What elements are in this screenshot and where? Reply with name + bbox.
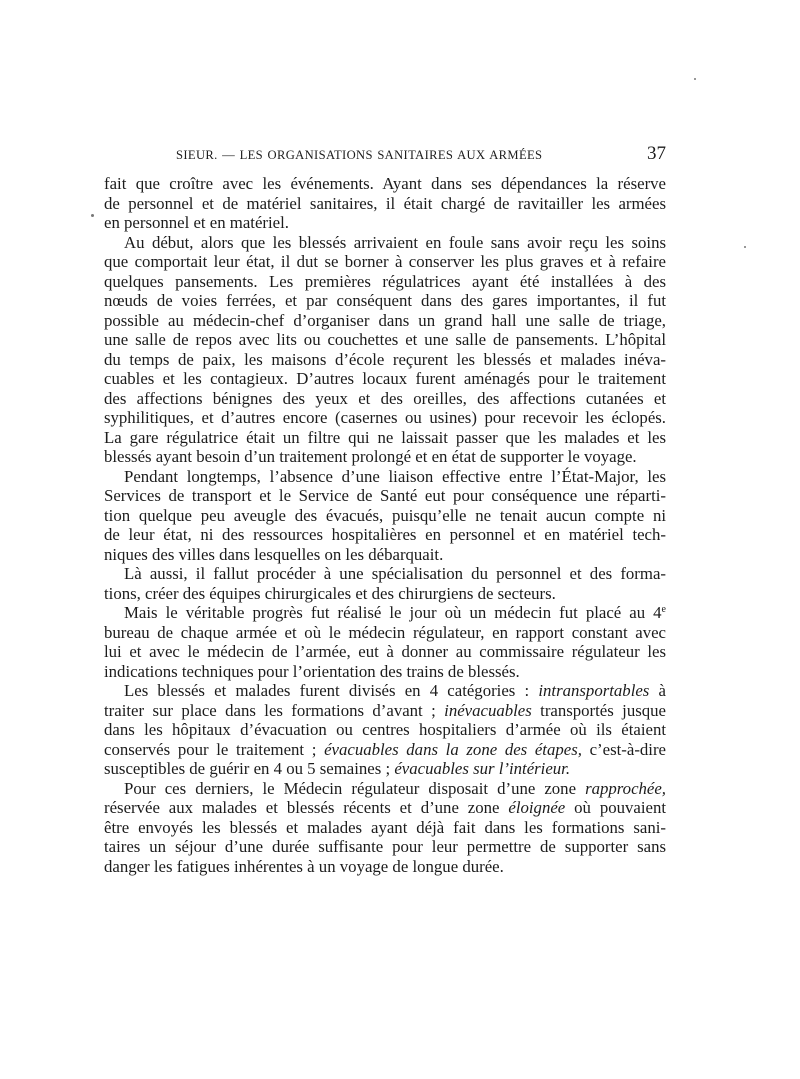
body-text [104, 174, 666, 876]
text-line [104, 681, 666, 701]
text-line: nœuds de voies ferrées, et par conséquent dans des gares importantes, il fut [104, 291, 666, 310]
text-run: où pouvaient [565, 798, 666, 817]
text-line: être envoyés les blessés et malades ayant déjà fait dans les formations sani- [104, 817, 666, 837]
print-speck [694, 78, 696, 80]
text-line: Là aussi, il fallut procéder à une spécialisation du personnel et des forma- [124, 564, 666, 583]
text-line: danger les fatigues inhérentes à un voyage de longue durée. [104, 856, 504, 876]
text-run: réservée aux malades et blessés récents et d’une zone [104, 798, 509, 817]
print-speck [91, 214, 94, 217]
text-line: taires un séjour d’une durée suffisante pour leur permettre de supporter sans [104, 837, 666, 856]
italic-term: évacuables sur l’intérieur. [394, 759, 571, 778]
text-line: du temps de paix, les maisons d’école reçurent les blessés et malades inéva- [104, 349, 666, 369]
paragraph [104, 233, 666, 467]
text-line: indications techniques pour l’orientation des trains de blessés. [104, 661, 520, 681]
text-line: en personnel et en matériel. [104, 213, 289, 232]
text-line [104, 701, 666, 721]
italic-term: intransportables [538, 681, 650, 700]
text-line: possible au médecin-chef d’organiser dans un grand hall une salle de triage, [104, 310, 666, 330]
paragraph [104, 681, 666, 779]
text-line: La gare régulatrice était un filtre qui ne laissait passer que les malades et les [104, 427, 666, 447]
text-line: une salle de repos avec lits ou couchettes et une salle de pansements. L’hôpital [104, 330, 666, 349]
italic-term: éloignée [508, 798, 566, 817]
text-run: susceptibles de guérir en 4 ou 5 semaines ; [104, 759, 395, 778]
text-run: traiter sur place dans les formations d’avant ; [104, 700, 445, 720]
text-line: Services de transport et le Service de Santé eut pour conséquence une réparti- [104, 486, 666, 505]
text-line: syphilitiques, et d’autres encore (casernes ou usines) pour recevoir les éclopés. [104, 408, 666, 427]
text-line: des affections bénignes des yeux et des oreilles, des affections cutanées et [104, 388, 666, 408]
text-line [104, 798, 666, 818]
text-line: tion quelque peu aveugle des évacués, puisqu’elle ne tenait aucun compte ni [104, 505, 666, 525]
text-line: Au début, alors que les blessés arrivaient en foule sans avoir reçu les soins [124, 232, 666, 252]
italic-term: rapprochée, [585, 778, 666, 798]
running-title: SIEUR. — LES ORGANISATIONS SANITAIRES AUX ARMÉES [176, 148, 543, 162]
paragraph [104, 564, 666, 603]
text-line: niques des villes dans lesquelles on les débarquait. [104, 544, 444, 564]
text-run: Mais le véritable progrès fut réalisé le jour où un médecin fut placé au 4 [124, 603, 662, 622]
italic-term: inévacuables [444, 700, 532, 720]
text-line [104, 759, 666, 779]
running-header [104, 143, 666, 169]
text-line [104, 779, 666, 799]
text-line [104, 740, 666, 760]
text-line: fait que croître avec les événements. Ayant dans ses dépendances la réserve [104, 174, 666, 193]
text-line: Pendant longtemps, l’absence d’une liaison effective entre l’État-Major, les [124, 466, 666, 486]
superscript: e [661, 604, 666, 615]
text-line: que comportait leur état, il dut se borner à conserver les plus graves et à refaire [104, 252, 666, 271]
text-line: bureau de chaque armée et où le médecin régulateur, en rapport constant avec [104, 622, 666, 642]
text-line: de personnel et de matériel sanitaires, il était chargé de ravitailler les armées [104, 193, 666, 213]
print-speck [744, 246, 746, 248]
text-line: dans les hôpitaux d’évacuation ou centres hospitaliers d’armée où ils étaient [104, 720, 666, 739]
text-line: lui et avec le médecin de l’armée, eut à donner au commissaire régulateur les [104, 642, 666, 661]
text-run: Pour ces derniers, le Médecin régulateur disposait d’une zone [124, 778, 586, 798]
text-line: tions, créer des équipes chirurgicales et des chirurgiens de secteurs. [104, 583, 556, 603]
text-line: cuables et les contagieux. D’autres locaux furent aménagés pour le traitement [104, 369, 666, 388]
italic-term: évacuables dans la zone des étapes, [324, 739, 582, 759]
paragraph [104, 779, 666, 877]
text-run: Les blessés et malades furent divisés en 4 catégories : [124, 681, 539, 700]
paragraph [104, 603, 666, 681]
text-run: transportés jusque [531, 700, 666, 720]
paragraph [104, 467, 666, 565]
paragraph [104, 174, 666, 233]
text-run: conservés pour le traitement ; [104, 739, 325, 759]
page-number: 37 [647, 143, 666, 164]
text-run: à [649, 681, 666, 700]
text-line [104, 603, 666, 623]
text-line: quelques pansements. Les premières régulatrices ayant été installées à des [104, 271, 666, 291]
text-line: de leur état, ni des ressources hospitalières en personnel et en matériel tech- [104, 525, 666, 544]
text-run: c’est-à-dire [581, 739, 666, 759]
text-line: blessés ayant besoin d’un traitement prolongé et en état de supporter le voyage. [104, 447, 637, 466]
